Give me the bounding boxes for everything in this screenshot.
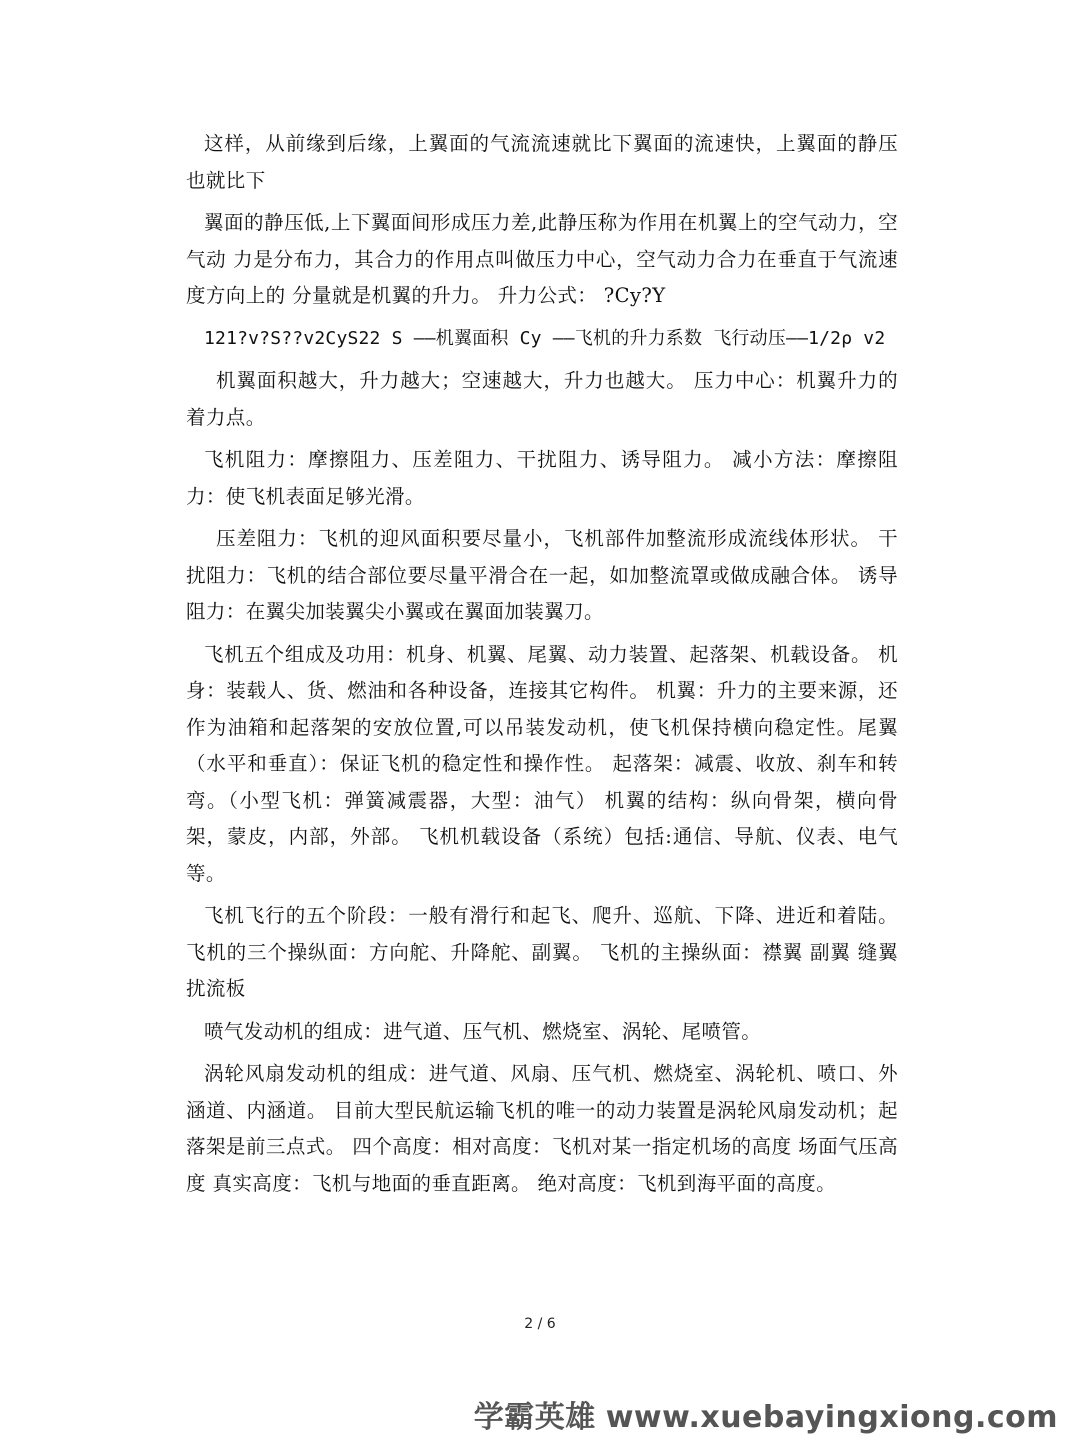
paragraph-10: 涡轮风扇发动机的组成：进气道、风扇、压气机、燃烧室、涡轮机、喷口、外涵道、内涵道。 目前大型民航运输飞机的唯一的动力装置是涡轮风扇发动机；起落架是前三点式。 四个高度：相对高度：飞机对某一指定机场的高度 场面气压高度 真实高度：飞机与地面的垂直距离。 绝对高度：飞机到海平面的高度。	[186, 1062, 898, 1195]
paragraph-9: 喷气发动机的组成：进气道、压气机、燃烧室、涡轮、尾喷管。	[204, 1019, 762, 1043]
page-number: 2 / 6	[524, 1316, 556, 1332]
watermark-brand: 学霸英雄	[473, 1400, 596, 1435]
paragraph-7: 飞机五个组成及功用：机身、机翼、尾翼、动力装置、起落架、机载设备。 机身：装载人、货、燃油和各种设备，连接其它构件。 机翼：升力的主要来源，还作为油箱和起落架的安放位置,可以吊装发动机，使飞机保持横向稳定性。尾翼（水平和垂直）：保证飞机的稳定性和操作性。 起落架：减震、收放、刹车和转弯。（小型飞机：弹簧减震器，大型：油气） 机翼的结构：纵向骨架，横向骨架，蒙皮，内部，外部。 飞机机载设备（系统）包括:通信、导航、仪表、电气等。	[186, 642, 898, 885]
paragraph-6: 压差阻力：飞机的迎风面积要尽量小，飞机部件加整流形成流线体形状。 干扰阻力：飞机的结合部位要尽量平滑合在一起，如加整流罩或做成融合体。 诱导阻力：在翼尖加装翼尖小翼或在翼面加装翼刀。	[186, 527, 898, 623]
document-body	[186, 126, 898, 1208]
paragraph-4: 机翼面积越大，升力越大；空速越大，升力也越大。 压力中心：机翼升力的着力点。	[186, 369, 898, 429]
paragraph-3-formula: 121?v?S??v2CyS22 S ——机翼面积 Cy ——飞机的升力系数 飞行动压——1/2ρ v2	[204, 327, 886, 349]
watermark-url: www.xuebayingxiong.com	[605, 1400, 1058, 1435]
paragraph-2: 翼面的静压低,上下翼面间形成压力差,此静压称为作用在机翼上的空气动力，空气动 力是分布力，其合力的作用点叫做压力中心，空气动力合力在垂直于气流速度方向上的 分量就是机翼的升力。 升力公式： ?Cy?Y	[186, 211, 898, 307]
site-watermark	[474, 1392, 1058, 1436]
paragraph-8: 飞机飞行的五个阶段：一般有滑行和起飞、爬升、巡航、下降、进近和着陆。飞机的三个操纵面：方向舵、升降舵、副翼。 飞机的主操纵面：襟翼 副翼 缝翼 扰流板	[186, 904, 898, 1000]
paragraph-5: 飞机阻力：摩擦阻力、压差阻力、干扰阻力、诱导阻力。 减小方法：摩擦阻力：使飞机表面足够光滑。	[186, 448, 898, 508]
paragraph-1: 这样，从前缘到后缘，上翼面的气流流速就比下翼面的流速快，上翼面的静压也就比下	[186, 132, 898, 192]
